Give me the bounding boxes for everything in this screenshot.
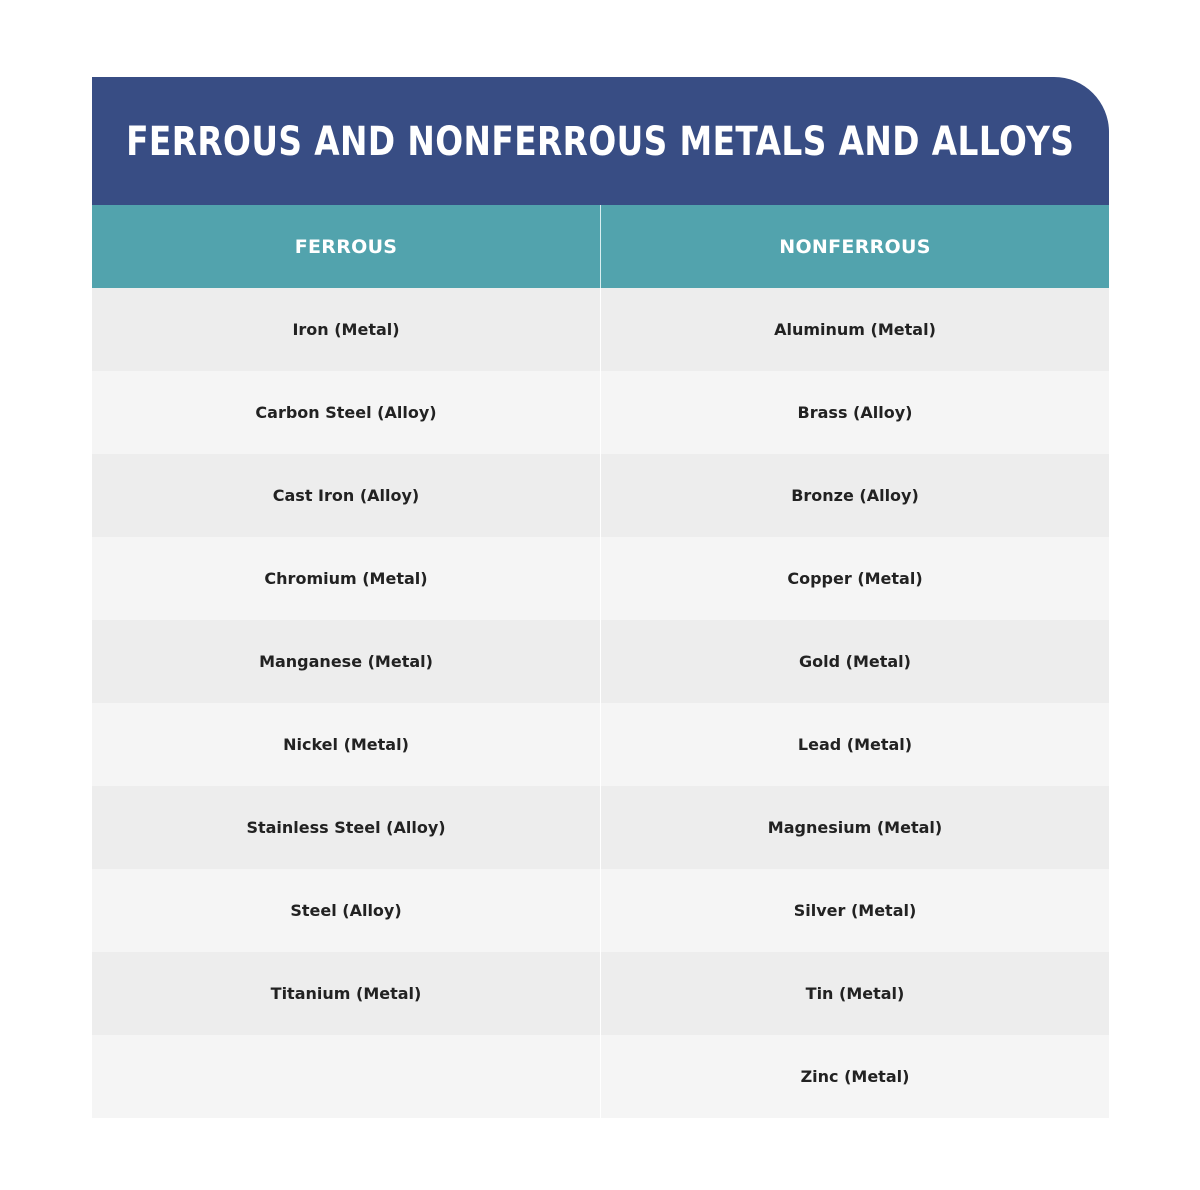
cell-nonferrous: Tin (Metal) [600,952,1109,1035]
table-body [92,288,1109,1118]
cell-ferrous: Steel (Alloy) [290,901,402,920]
table-row [92,952,1109,1035]
cell-ferrous: Nickel (Metal) [283,735,409,754]
table-row [92,703,1109,786]
table-header-row [92,205,1109,288]
table-row [92,869,1109,952]
cell-nonferrous: Copper (Metal) [600,537,1109,620]
metals-table-card [92,77,1109,1118]
title-bar [92,77,1109,205]
cell-ferrous: Stainless Steel (Alloy) [246,818,446,837]
table-row [92,620,1109,703]
header-nonferrous: NONFERROUS [600,205,1109,288]
cell-ferrous: Iron (Metal) [292,320,400,339]
page-title: FERROUS AND NONFERROUS METALS AND ALLOYS [126,119,1075,165]
cell-nonferrous: Gold (Metal) [600,620,1109,703]
cell-ferrous: Manganese (Metal) [259,652,433,671]
cell-nonferrous: Aluminum (Metal) [600,288,1109,371]
cell-nonferrous: Brass (Alloy) [600,371,1109,454]
cell-nonferrous: Silver (Metal) [600,869,1109,952]
cell-nonferrous: Bronze (Alloy) [600,454,1109,537]
cell-ferrous: Carbon Steel (Alloy) [255,403,437,422]
cell-ferrous: Chromium (Metal) [264,569,428,588]
table-row [92,786,1109,869]
cell-nonferrous: Zinc (Metal) [600,1035,1109,1118]
table-row [92,537,1109,620]
cell-ferrous: Cast Iron (Alloy) [272,486,420,505]
table-row [92,1035,1109,1118]
table-row [92,454,1109,537]
cell-nonferrous: Magnesium (Metal) [600,786,1109,869]
header-ferrous: FERROUS [294,235,398,258]
table-row [92,371,1109,454]
cell-ferrous [92,1035,600,1118]
cell-nonferrous: Lead (Metal) [600,703,1109,786]
cell-ferrous: Titanium (Metal) [270,984,422,1003]
table-row [92,288,1109,371]
